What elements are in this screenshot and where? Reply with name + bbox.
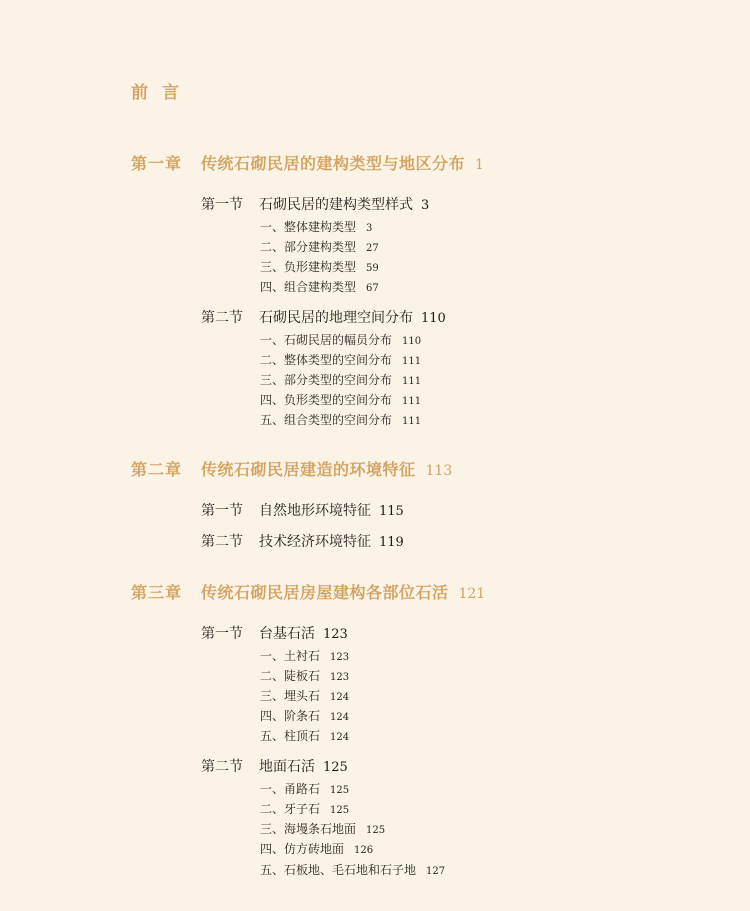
list-item [260,707,349,724]
item-text: 四、组合建构类型 [260,280,357,294]
item-page: 111 [402,416,422,427]
section-title: 地面石活 [259,759,315,775]
item-text: 四、阶条石 [260,709,321,723]
list-item [260,780,349,797]
list-item [260,331,421,348]
section-page: 123 [323,627,348,642]
item-page: 125 [330,805,350,816]
chapter-1 [131,151,484,174]
section-title: 台基石活 [259,626,315,642]
section-label: 第一节 [201,626,243,642]
item-text: 五、石板地、毛石地和石子地 [260,863,417,877]
item-page: 123 [330,652,350,663]
section-1-1 [201,194,429,214]
section-page: 119 [379,535,404,550]
section-page: 125 [323,760,348,775]
section-title: 自然地形环境特征 [259,503,371,519]
item-text: 三、部分类型的空间分布 [260,373,393,387]
section-label: 第二节 [201,534,243,550]
item-page: 111 [402,376,422,387]
list-item [260,238,379,255]
chapter-label: 第二章 [131,460,183,479]
preface-heading: 前言 [131,83,193,103]
item-page: 124 [330,732,350,743]
item-page: 3 [366,223,373,234]
section-3-2 [201,756,348,776]
item-text: 二、牙子石 [260,802,321,816]
chapter-3 [131,580,485,603]
item-page: 124 [330,712,350,723]
section-3-1 [201,623,348,643]
item-text: 四、仿方砖地面 [260,842,345,856]
section-page: 110 [421,311,446,326]
item-page: 125 [330,785,350,796]
item-text: 五、柱顶石 [260,729,321,743]
section-1-2 [201,307,446,327]
item-text: 二、整体类型的空间分布 [260,353,393,367]
list-item [260,371,421,388]
chapter-2 [131,457,452,480]
chapter-page: 121 [458,586,486,602]
section-title: 技术经济环境特征 [259,534,371,550]
item-page: 111 [402,396,422,407]
chapter-title: 传统石砌民居房屋建构各部位石活 [201,583,449,602]
item-text: 二、陡板石 [260,669,321,683]
list-item [260,840,373,857]
list-item [260,351,421,368]
item-text: 四、负形类型的空间分布 [260,393,393,407]
section-title: 石砌民居的地理空间分布 [259,310,413,326]
list-item [260,278,379,295]
item-page: 110 [402,336,422,347]
chapter-title: 传统石砌民居的建构类型与地区分布 [201,154,466,173]
item-page: 125 [366,825,386,836]
item-text: 一、土衬石 [260,649,321,663]
item-text: 一、整体建构类型 [260,220,357,234]
section-2-1 [201,500,404,520]
list-item [260,861,445,878]
item-page: 123 [330,672,350,683]
section-2-2 [201,531,404,551]
item-text: 五、组合类型的空间分布 [260,413,393,427]
chapter-page: 1 [475,157,484,173]
list-item [260,218,372,235]
section-title: 石砌民居的建构类型样式 [259,197,413,213]
item-page: 59 [366,263,379,274]
list-item [260,647,349,664]
item-page: 127 [426,866,446,877]
chapter-label: 第一章 [131,154,183,173]
list-item [260,687,349,704]
item-text: 三、海墁条石地面 [260,822,357,836]
chapter-page: 113 [425,463,453,479]
item-page: 124 [330,692,350,703]
item-text: 一、甬路石 [260,782,321,796]
chapter-title: 传统石砌民居建造的环境特征 [201,460,416,479]
item-page: 67 [366,283,379,294]
list-item [260,411,421,428]
item-text: 三、负形建构类型 [260,260,357,274]
section-label: 第一节 [201,197,243,213]
section-page: 3 [421,198,430,213]
item-page: 126 [354,845,374,856]
list-item [260,667,349,684]
section-page: 115 [379,504,404,519]
item-text: 二、部分建构类型 [260,240,357,254]
section-label: 第二节 [201,310,243,326]
item-page: 27 [366,243,379,254]
section-label: 第二节 [201,759,243,775]
list-item [260,800,349,817]
section-label: 第一节 [201,503,243,519]
item-text: 一、石砌民居的幅员分布 [260,333,393,347]
list-item [260,391,421,408]
item-page: 111 [402,356,422,367]
item-text: 三、埋头石 [260,689,321,703]
list-item [260,820,385,837]
list-item [260,258,379,275]
chapter-label: 第三章 [131,583,183,602]
list-item [260,727,349,744]
